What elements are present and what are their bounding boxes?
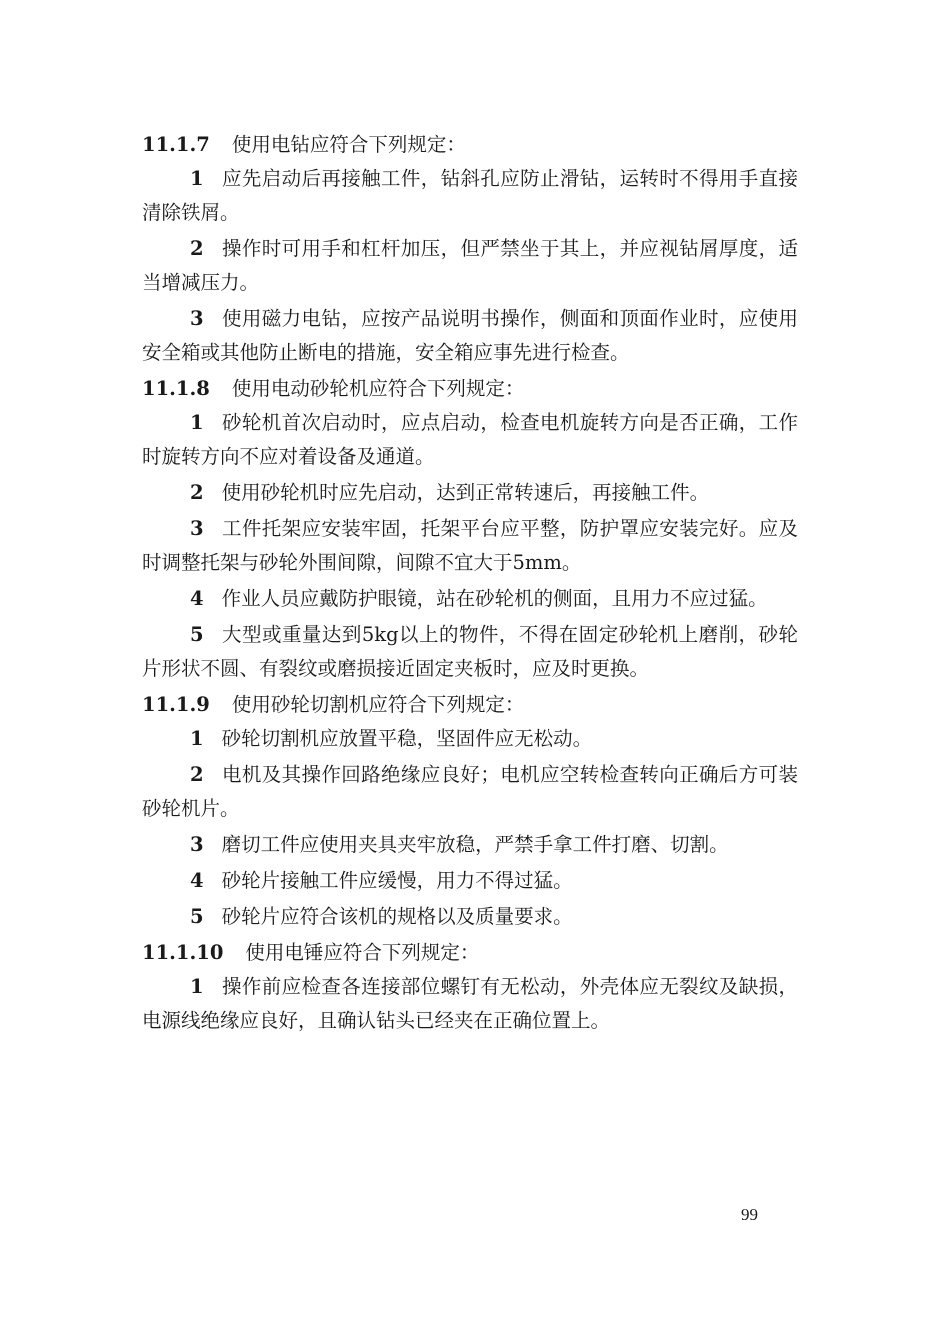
page-number: 99: [741, 1205, 758, 1224]
item-number: 4: [190, 869, 204, 892]
item-number: 2: [190, 763, 204, 786]
item-text: 作业人员应戴防护眼镜，站在砂轮机的侧面，且用力不应过猛。: [221, 587, 768, 610]
item-text: 砂轮片接触工件应缓慢，用力不得过猛。: [221, 869, 573, 892]
item-text: 工件托架应安装牢固，托架平台应平整，防护罩应安装完好。应及时调整托架与砂轮外围间隙，间隙不宜大于5mm。: [142, 517, 798, 574]
item-text: 大型或重量达到5kg以上的物件，不得在固定砂轮机上磨削，砂轮片形状不圆、有裂纹或磨损接近固定夹板时，应及时更换。: [142, 623, 798, 680]
section-number: 11.1.9: [142, 693, 210, 716]
list-item: [142, 302, 798, 370]
list-item: [142, 722, 798, 756]
section-heading: [142, 936, 798, 970]
item-text: 砂轮片应符合该机的规格以及质量要求。: [221, 905, 573, 928]
item-text: 磨切工件应使用夹具夹牢放稳，严禁手拿工件打磨、切割。: [221, 833, 729, 856]
section-heading: [142, 372, 798, 406]
item-number: 1: [190, 411, 204, 434]
section-title: 使用电动砂轮机应符合下列规定：: [231, 377, 525, 400]
list-item: [142, 406, 798, 474]
item-text: 操作前应检查各连接部位螺钉有无松动，外壳体应无裂纹及缺损，电源线绝缘应良好，且确认钻头已经夹在正确位置上。: [142, 975, 798, 1032]
item-number: 1: [190, 727, 204, 750]
list-item: [142, 900, 798, 934]
item-text: 操作时可用手和杠杆加压，但严禁坐于其上，并应视钻屑厚度，适当增减压力。: [142, 237, 798, 294]
item-number: 5: [190, 623, 204, 646]
item-text: 砂轮机首次启动时，应点启动，检查电机旋转方向是否正确，工作时旋转方向不应对着设备及通道。: [142, 411, 798, 468]
section-title: 使用电钻应符合下列规定：: [231, 133, 466, 156]
section-heading: [142, 688, 798, 722]
item-number: 5: [190, 905, 204, 928]
list-item: [142, 828, 798, 862]
list-item: [142, 476, 798, 510]
section-number: 11.1.7: [142, 133, 210, 156]
item-number: 3: [190, 307, 204, 330]
section-number: 11.1.10: [142, 941, 224, 964]
list-item: [142, 618, 798, 686]
item-number: 3: [190, 833, 204, 856]
list-item: [142, 970, 798, 1038]
item-number: 3: [190, 517, 204, 540]
section-title: 使用电锤应符合下列规定：: [245, 941, 480, 964]
item-number: 2: [190, 237, 204, 260]
item-number: 1: [190, 975, 204, 998]
list-item: [142, 512, 798, 580]
item-text: 使用磁力电钻，应按产品说明书操作，侧面和顶面作业时，应使用安全箱或其他防止断电的措施，安全箱应事先进行检查。: [142, 307, 798, 364]
list-item: [142, 232, 798, 300]
section-number: 11.1.8: [142, 377, 210, 400]
list-item: [142, 864, 798, 898]
item-text: 电机及其操作回路绝缘应良好；电机应空转检查转向正确后方可装砂轮机片。: [142, 763, 798, 820]
list-item: [142, 162, 798, 230]
document-body: [142, 128, 798, 1038]
list-item: [142, 582, 798, 616]
item-text: 应先启动后再接触工件，钻斜孔应防止滑钻，运转时不得用手直接清除铁屑。: [142, 167, 798, 224]
section-heading: [142, 128, 798, 162]
item-text: 砂轮切割机应放置平稳，坚固件应无松动。: [221, 727, 593, 750]
item-number: 1: [190, 167, 204, 190]
item-number: 4: [190, 587, 204, 610]
item-text: 使用砂轮机时应先启动，达到正常转速后，再接触工件。: [221, 481, 710, 504]
list-item: [142, 758, 798, 826]
section-title: 使用砂轮切割机应符合下列规定：: [231, 693, 525, 716]
item-number: 2: [190, 481, 204, 504]
